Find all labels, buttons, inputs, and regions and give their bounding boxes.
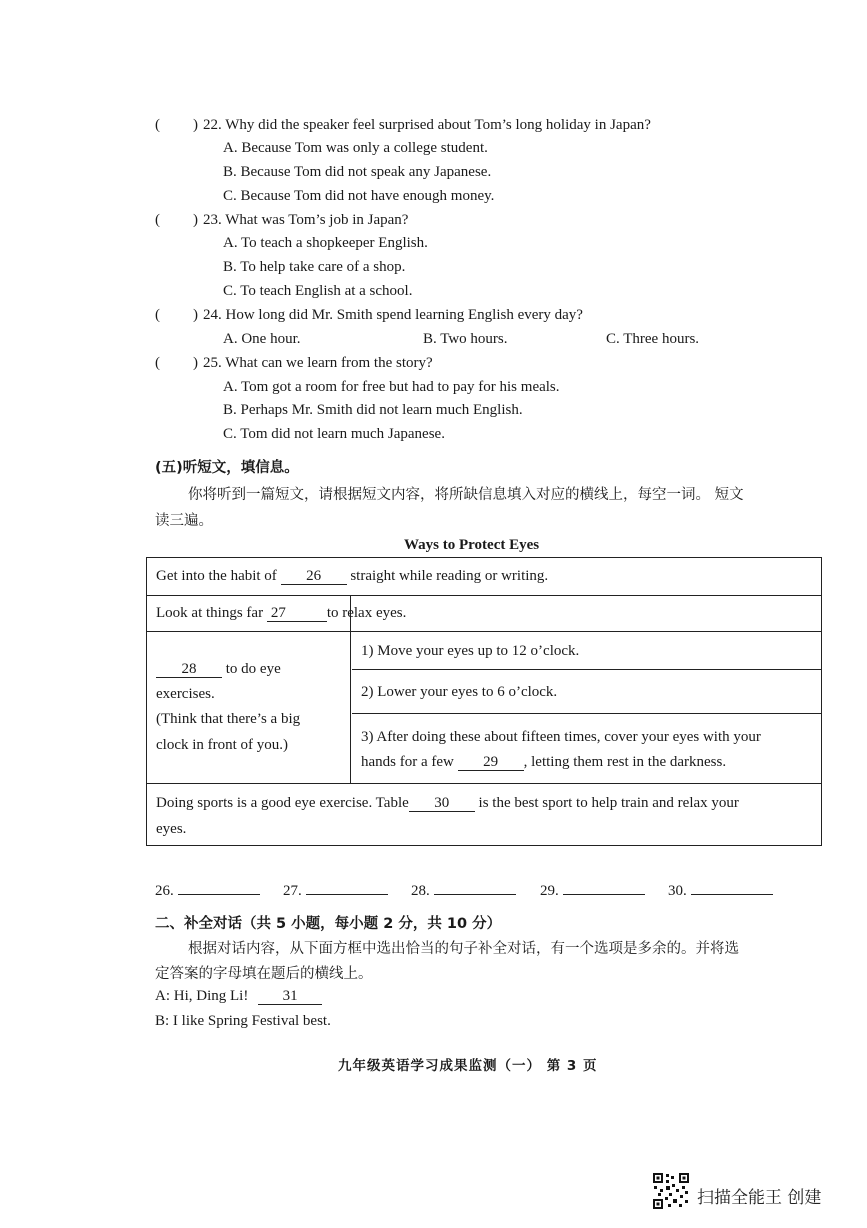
step-3: 3) After doing these about fifteen times, cover your eyes with your xyxy=(361,729,761,745)
row-divider xyxy=(352,669,821,670)
bracket-close: ) xyxy=(193,355,198,371)
section-2-title: 二、补全对话（共 5 小题，每小题 2 分，共 10 分） xyxy=(155,916,502,932)
option-a: A. Because Tom was only a college student. xyxy=(223,140,488,156)
step-3-cont: hands for a few 29 , letting them rest in the darkness. xyxy=(361,754,727,770)
answer-line-30[interactable]: 30. xyxy=(668,880,773,900)
answer-bracket[interactable]: ( xyxy=(155,212,160,228)
option-b: B. Two hours. xyxy=(423,331,508,347)
row-divider xyxy=(147,783,821,784)
answer-line-29[interactable]: 29. xyxy=(540,880,645,900)
blank-26[interactable]: 26 xyxy=(281,568,347,585)
option-a: A. One hour. xyxy=(223,331,301,347)
table-title: Ways to Protect Eyes xyxy=(404,537,540,553)
answer-line-27[interactable]: 27. xyxy=(283,880,388,900)
row-divider xyxy=(147,631,821,632)
answer-bracket[interactable]: ( xyxy=(155,117,160,133)
section-2-instruction-cont: 定答案的字母填在题后的横线上。 xyxy=(155,966,373,982)
dialog-line-a: A: Hi, Ding Li! 31 xyxy=(155,988,322,1005)
qr-code-icon xyxy=(652,1172,690,1210)
table-row-3-left-line3: (Think that there’s a big xyxy=(156,711,301,727)
table-row-4-line2: eyes. xyxy=(156,821,187,837)
option-a: A. Tom got a room for free but had to pay for his meals. xyxy=(223,379,560,395)
row-divider xyxy=(352,713,821,714)
bracket-close: ) xyxy=(193,212,198,228)
option-c: C. Tom did not learn much Japanese. xyxy=(223,426,445,442)
blank-31[interactable]: 31 xyxy=(258,988,322,1005)
table-row-3-left-line2: exercises. xyxy=(156,686,215,702)
section-2-instruction: 根据对话内容，从下面方框中选出恰当的句子补全对话，有一个选项是多余的。并将选 xyxy=(188,941,739,957)
step-1: 1) Move your eyes up to 12 o’clock. xyxy=(361,643,580,659)
question-stem: 24. How long did Mr. Smith spend learning English every day? xyxy=(203,307,583,323)
option-b: B. Perhaps Mr. Smith did not learn much English. xyxy=(223,402,523,418)
dialog-line-b: B: I like Spring Festival best. xyxy=(155,1013,331,1029)
table-row-4: Doing sports is a good eye exercise. Table 30 is the best sport to help train and relax your xyxy=(156,795,739,811)
question-stem: 22. Why did the speaker feel surprised about Tom’s long holiday in Japan? xyxy=(203,117,651,133)
question-stem: 23. What was Tom’s job in Japan? xyxy=(203,212,409,228)
option-b: B. To help take care of a shop. xyxy=(223,259,406,275)
answer-line-28[interactable]: 28. xyxy=(411,880,516,900)
table-row-1: Get into the habit of 26 straight while reading or writing. xyxy=(156,568,549,584)
answer-bracket[interactable]: ( xyxy=(155,307,160,323)
step-2: 2) Lower your eyes to 6 o’clock. xyxy=(361,684,558,700)
bracket-close: ) xyxy=(193,117,198,133)
table-row-2: Look at things far 27 to relax eyes. xyxy=(156,605,407,621)
scanner-watermark: 扫描全能王 创建 xyxy=(697,1188,822,1208)
table-row-3-left-line4: clock in front of you.) xyxy=(156,737,289,753)
option-c: C. Three hours. xyxy=(606,331,700,347)
option-a: A. To teach a shopkeeper English. xyxy=(223,235,428,251)
row-divider xyxy=(147,595,821,596)
blank-27[interactable]: 27 xyxy=(267,605,327,622)
section-5-instruction-cont: 读三遍。 xyxy=(155,513,213,529)
answer-line-26[interactable]: 26. xyxy=(155,880,260,900)
option-b: B. Because Tom did not speak any Japanese. xyxy=(223,164,492,180)
blank-28[interactable]: 28 xyxy=(156,661,222,678)
column-divider xyxy=(350,595,351,783)
bracket-close: ) xyxy=(193,307,198,323)
page-footer: 九年级英语学习成果监测（一） 第 3 页 xyxy=(338,1058,598,1074)
question-stem: 25. What can we learn from the story? xyxy=(203,355,433,371)
section-5-title: (五)听短文，填信息。 xyxy=(155,460,299,476)
info-table xyxy=(146,557,822,846)
option-c: C. To teach English at a school. xyxy=(223,283,413,299)
section-5-instruction: 你将听到一篇短文，请根据短文内容，将所缺信息填入对应的横线上，每空一词。 短文 xyxy=(188,487,744,503)
blank-29[interactable]: 29 xyxy=(458,754,524,771)
blank-30[interactable]: 30 xyxy=(409,795,475,812)
table-row-3-left: 28 to do eye xyxy=(156,661,281,678)
answer-bracket[interactable]: ( xyxy=(155,355,160,371)
option-c: C. Because Tom did not have enough money. xyxy=(223,188,495,204)
